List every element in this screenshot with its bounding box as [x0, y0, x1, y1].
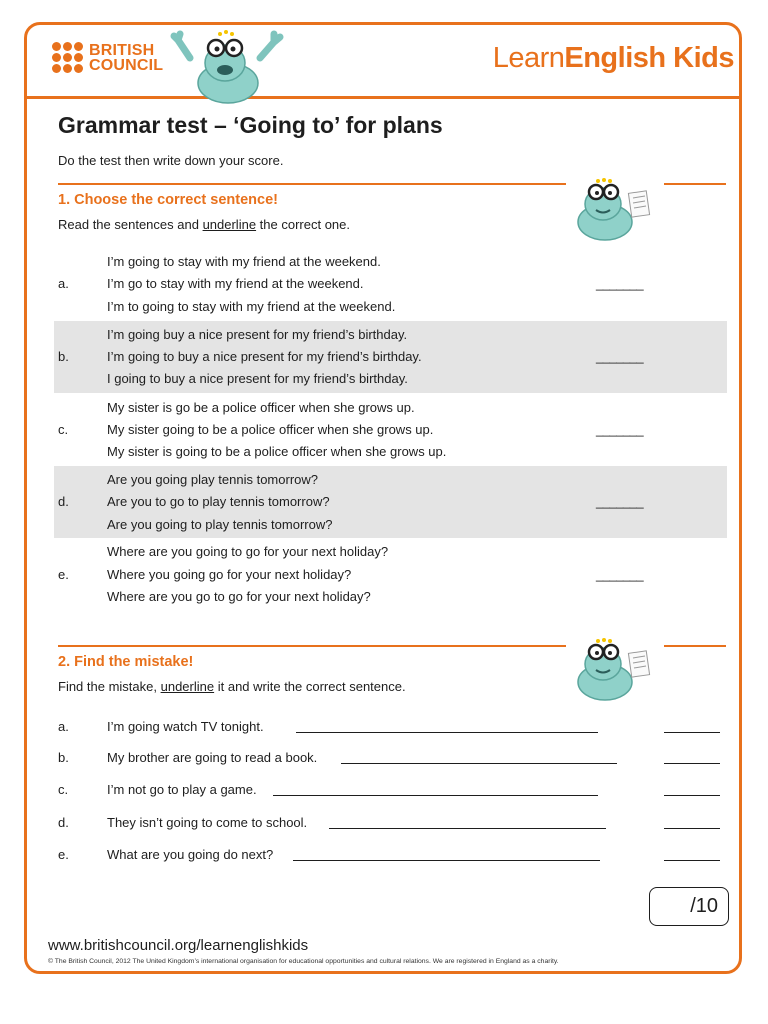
intro-text: Do the test then write down your score.	[58, 153, 284, 168]
option-text[interactable]: I’m going to stay with my friend at the weekend.	[107, 254, 381, 269]
score-blank[interactable]	[664, 750, 720, 764]
answer-blank[interactable]: _______	[596, 494, 644, 509]
option-text[interactable]: I’m going buy a nice present for my friend’s birthday.	[107, 327, 408, 342]
section2-instructions: Find the mistake, underline it and write the correct sentence.	[58, 679, 406, 694]
sentence-text[interactable]: I’m going watch TV tonight.	[107, 719, 264, 734]
score-blank[interactable]	[664, 847, 720, 861]
section1-title: 1. Choose the correct sentence!	[58, 192, 278, 208]
correction-line[interactable]	[341, 750, 617, 764]
learnenglish-kids-logo: LearnEnglish Kids	[492, 42, 734, 74]
section2-rule-right	[664, 645, 726, 647]
question-2c: c. I’m not go to play a game.	[58, 782, 728, 802]
section1-rule-right	[664, 183, 726, 185]
monster-reading-icon	[570, 638, 660, 703]
logo-line-1: BRITISH	[89, 41, 155, 59]
page-title: Grammar test – ‘Going to’ for plans	[58, 112, 443, 138]
correction-line[interactable]	[296, 719, 598, 733]
monster-reading-icon	[570, 178, 660, 243]
score-blank[interactable]	[664, 782, 720, 796]
option-text[interactable]: Are you going to play tennis tomorrow?	[107, 517, 333, 532]
correction-line[interactable]	[329, 815, 606, 829]
answer-blank[interactable]: _______	[596, 567, 644, 582]
answer-blank[interactable]: _______	[596, 276, 644, 291]
score-blank[interactable]	[664, 719, 720, 733]
question-1b: b. I’m going buy a nice present for my friend’s birthday. I’m going to buy a nice present for my friend’s birthday. I going to buy a nice present for my friend’s birthday. _______	[54, 321, 727, 393]
option-text[interactable]: My sister going to be a police officer when she grows up.	[107, 422, 434, 437]
option-text[interactable]: Are you going play tennis tomorrow?	[107, 472, 319, 487]
question-1c: c. My sister is go be a police officer when she grows up. My sister going to be a police officer when she grows up. My sister is going to be a police officer when she grows up. _______	[58, 400, 644, 459]
option-text[interactable]: My sister is going to be a police officer when she grows up.	[107, 444, 447, 459]
question-2d: d. They isn’t going to come to school.	[58, 815, 728, 835]
answer-blank[interactable]: _______	[596, 349, 644, 364]
question-2e: e. What are you going do next?	[58, 847, 728, 867]
sentence-text[interactable]: My brother are going to read a book.	[107, 750, 318, 765]
question-2b: b. My brother are going to read a book.	[58, 750, 728, 770]
section1-instructions: Read the sentences and underline the correct one.	[58, 217, 351, 232]
question-1a: a. I’m going to stay with my friend at the weekend. I’m go to stay with my friend at the weekend. I’m to going to stay with my friend at the weekend. _______	[58, 254, 644, 314]
option-text[interactable]: I’m go to stay with my friend at the weekend.	[107, 276, 364, 291]
sentence-text[interactable]: What are you going do next?	[107, 847, 274, 862]
option-text[interactable]: Where are you going to go for your next holiday?	[107, 544, 389, 559]
british-council-logo	[52, 42, 163, 73]
option-text[interactable]: Where you going go for your next holiday?	[107, 567, 352, 582]
section1-rule-left	[58, 183, 566, 185]
option-text[interactable]: Where are you go to go for your next holiday?	[107, 589, 371, 604]
sentence-text[interactable]: They isn’t going to come to school.	[107, 815, 308, 830]
option-text[interactable]: I’m going to buy a nice present for my friend’s birthday.	[107, 349, 422, 364]
option-text[interactable]: Are you to go to play tennis tomorrow?	[107, 494, 330, 509]
correction-line[interactable]	[273, 782, 598, 796]
score-blank[interactable]	[664, 815, 720, 829]
logo-dots-icon	[52, 42, 83, 73]
section2-title: 2. Find the mistake!	[58, 654, 194, 670]
correction-line[interactable]	[293, 847, 600, 861]
question-2a: a. I’m going watch TV tonight.	[58, 719, 728, 739]
answer-blank[interactable]: _______	[596, 422, 644, 437]
logo-line-2: COUNCIL	[89, 56, 164, 74]
question-1d: d. Are you going play tennis tomorrow? Are you to go to play tennis tomorrow? Are you going to play tennis tomorrow? _______	[54, 466, 727, 538]
monster-mascot-icon	[170, 28, 285, 108]
footer-url[interactable]: www.britishcouncil.org/learnenglishkids	[48, 937, 309, 954]
option-text[interactable]: I going to buy a nice present for my friend’s birthday.	[107, 371, 408, 386]
option-text[interactable]: I’m to going to stay with my friend at the weekend.	[107, 299, 396, 314]
section2-rule-left	[58, 645, 566, 647]
total-score-box[interactable]: /10	[649, 887, 729, 926]
question-1e: e. Where are you going to go for your next holiday? Where you going go for your next holiday? Where are you go to go for your next holiday? _______	[58, 544, 644, 604]
header-divider	[27, 96, 739, 99]
option-text[interactable]: My sister is go be a police officer when she grows up.	[107, 400, 415, 415]
copyright-notice: © The British Council, 2012 The United Kingdom’s international organisation for educational opportunities and cultural relations. We are registered in England as a charity.	[48, 958, 559, 965]
sentence-text[interactable]: I’m not go to play a game.	[107, 782, 257, 797]
